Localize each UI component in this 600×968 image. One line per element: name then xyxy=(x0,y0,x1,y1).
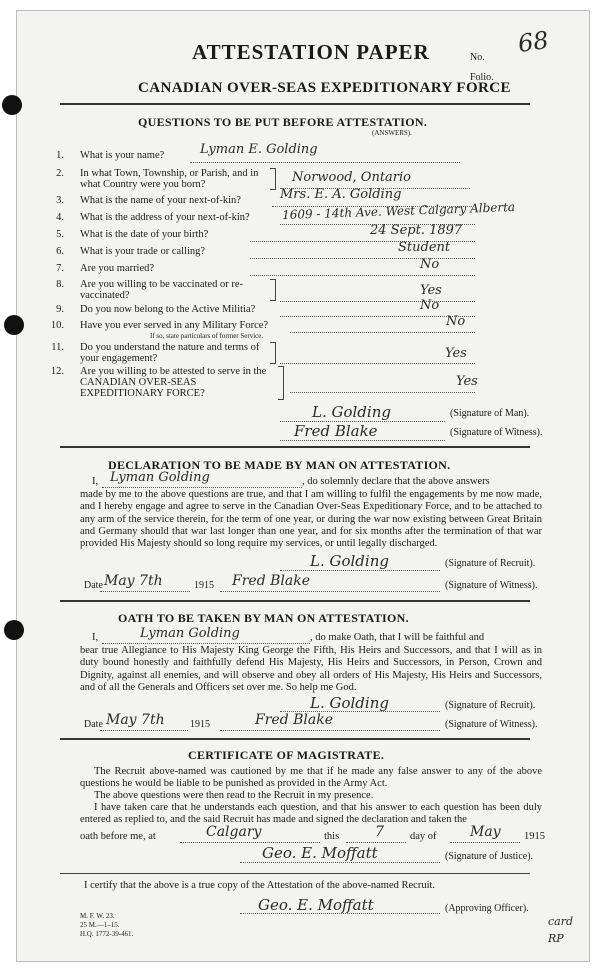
answer-line xyxy=(250,275,475,276)
declaration-line1-tail: , do solemnly declare that the above answers xyxy=(302,476,490,487)
recruit-signature: L. Golding xyxy=(310,694,389,712)
answer-line xyxy=(280,363,475,364)
question-text: Have you ever served in any Military Force? xyxy=(80,320,269,331)
month-line xyxy=(450,842,520,843)
date-year: 1915 xyxy=(194,580,214,591)
section-rule xyxy=(60,446,530,448)
question-number: 10. xyxy=(50,320,64,331)
bracket xyxy=(270,279,276,301)
no-label: No. xyxy=(470,52,485,63)
answer-text: Norwood, Ontario xyxy=(292,170,411,185)
place-line xyxy=(180,842,320,843)
officer-signature: Geo. E. Moffatt xyxy=(258,896,374,914)
answer-text: 1609 - 14th Ave. West Calgary Alberta xyxy=(281,199,516,223)
section-rule xyxy=(60,600,530,602)
answer-text: No xyxy=(420,298,440,313)
answers-label: (ANSWERS). xyxy=(372,129,412,137)
justice-signature: Geo. E. Moffatt xyxy=(262,844,378,862)
name-line xyxy=(102,643,310,644)
oath-i: I, xyxy=(92,632,99,643)
question-number: 5. xyxy=(56,229,64,240)
date-line xyxy=(100,591,190,592)
witness-signature-label: (Signature of Witness). xyxy=(445,580,538,591)
margin-note-initials: RP xyxy=(548,932,564,945)
question-text: In what Town, Township, or Parish, and in what Country were you born? xyxy=(80,168,259,190)
answer-text: Yes xyxy=(445,346,467,361)
signature-line xyxy=(220,730,440,731)
question-text: Do you understand the nature and terms of your engagement? xyxy=(80,342,260,364)
question-text: What is the name of your next-of-kin? xyxy=(80,195,241,206)
question-number: 6. xyxy=(56,246,64,257)
bracket xyxy=(270,168,276,190)
name-line xyxy=(102,487,302,488)
signature-line xyxy=(280,570,440,571)
oath-line1-tail: , do make Oath, that I will be faithful and xyxy=(310,632,485,643)
answer-text: Lyman E. Golding xyxy=(200,142,318,157)
question-note: If so, state particulars of former Service. xyxy=(150,332,264,340)
folio-label: Folio. xyxy=(470,72,494,83)
answer-line xyxy=(250,258,475,259)
page-title: ATTESTATION PAPER xyxy=(192,40,430,64)
bracket xyxy=(270,342,276,364)
oath-before-label: oath before me, at xyxy=(80,831,156,842)
witness-signature: Fred Blake xyxy=(232,573,310,589)
question-text: What is your name? xyxy=(80,150,165,161)
declaration-i: I, xyxy=(92,476,99,487)
certificate-p1: The Recruit above-named was cautioned by me that if he made any false answer to any of the above questions he would be liable to be punished as provided in the Army Act. xyxy=(80,766,542,790)
certificate-p2: The above questions were then read to the Recruit in my presence. xyxy=(94,790,374,801)
punch-hole-middle xyxy=(4,315,24,335)
question-number: 7. xyxy=(56,263,64,274)
signature-line xyxy=(240,913,440,914)
signature-line xyxy=(240,862,440,863)
punch-hole-bottom xyxy=(4,620,24,640)
oath-heading: OATH TO BE TAKEN BY MAN ON ATTESTATION. xyxy=(118,611,409,625)
declaration-name: Lyman Golding xyxy=(110,470,210,485)
declaration-heading: DECLARATION TO BE MADE BY MAN ON ATTESTATION. xyxy=(108,458,451,472)
answer-text: Yes xyxy=(420,283,442,298)
signature-line xyxy=(280,440,445,441)
regimental-number: 68 xyxy=(516,26,551,58)
question-number: 1. xyxy=(56,150,64,161)
oath-text: bear true Allegiance to His Majesty King George the Fifth, His Heirs and Successors, and that I will as in duty bound honestly and faithfully defend His Majesty, His Heirs and Successors, in Person, Crown and Dignity, against all enemies, and will observe and obey all orders of His Majesty, His Heirs and Successors, and of all the Generals and Officers set over me. So help me God. xyxy=(80,645,542,693)
questions-heading: QUESTIONS TO BE PUT BEFORE ATTESTATION. xyxy=(138,115,428,129)
answer-text: No xyxy=(446,314,466,329)
recruit-signature-label: (Signature of Recruit). xyxy=(445,700,536,711)
form-code-1: M. F. W. 23. xyxy=(80,912,115,920)
date-line xyxy=(100,730,188,731)
question-number: 4. xyxy=(56,212,64,223)
answer-line xyxy=(190,162,460,163)
man-signature-label: (Signature of Man). xyxy=(450,408,530,419)
certificate-year: 1915 xyxy=(524,831,545,842)
place-value: Calgary xyxy=(206,824,262,840)
question-text: What is the address of your next-of-kin? xyxy=(80,212,250,223)
force-subtitle: CANADIAN OVER-SEAS EXPEDITIONARY FORCE xyxy=(138,80,511,96)
question-number: 12. xyxy=(50,366,64,377)
day-line xyxy=(346,842,406,843)
section-rule xyxy=(60,873,530,874)
answer-line xyxy=(290,332,475,333)
date-label: Date xyxy=(84,719,103,730)
question-text: Are you married? xyxy=(80,263,155,274)
date-label: Date xyxy=(84,580,103,591)
this-label: this xyxy=(324,831,340,842)
question-text: What is the date of your birth? xyxy=(80,229,209,240)
recruit-signature-label: (Signature of Recruit). xyxy=(445,558,536,569)
question-number: 9. xyxy=(56,304,64,315)
answer-line xyxy=(280,301,475,302)
date-value: May 7th xyxy=(106,712,165,728)
question-text: Are you willing to be attested to serve in the CANADIAN OVER-SEAS EXPEDITIONARY FORCE? xyxy=(80,366,267,399)
header-rule xyxy=(60,103,530,105)
question-text: Are you willing to be vaccinated or re-vaccinated? xyxy=(80,279,243,301)
oath-name: Lyman Golding xyxy=(140,626,240,641)
witness-signature: Fred Blake xyxy=(255,712,333,728)
bracket xyxy=(278,366,284,400)
justice-signature-label: (Signature of Justice). xyxy=(445,851,534,862)
question-number: 3. xyxy=(56,195,64,206)
question-text: What is your trade or calling? xyxy=(80,246,206,257)
month-value: May xyxy=(470,824,501,840)
answer-text: No xyxy=(420,257,440,272)
day-of-label: day of xyxy=(410,831,437,842)
question-number: 8. xyxy=(56,279,64,290)
declaration-text: made by me to the above questions are true, and that I am willing to fulfil the engagements by me now made, and I hereby engage and agree to serve in the Canadian Over-Seas Expeditionary Force, and to be attached to any arm of the service therein, for the term of one year, or during the war now existing between Great Britain and Germany should that war last longer than one year, and for six months after the termination of that war provided His Majesty should so long require my services, or until legally discharged. xyxy=(80,489,542,550)
certify-text: I certify that the above is a true copy of the Attestation of the above-named Recruit. xyxy=(84,880,436,891)
date-value: May 7th xyxy=(104,573,163,589)
certificate-p3: I have taken care that he understands each question, and that his answer to each question has been duly entered as replied to, and the said Recruit has made and signed the declaration and taken the xyxy=(80,802,542,826)
question-number: 2. xyxy=(56,168,64,179)
answer-text: 24 Sept. 1897 xyxy=(370,223,463,238)
certificate-heading: CERTIFICATE OF MAGISTRATE. xyxy=(188,748,385,762)
answer-text: Student xyxy=(398,240,451,255)
signature-line xyxy=(220,591,440,592)
man-signature: L. Golding xyxy=(312,403,391,421)
day-value: 7 xyxy=(375,824,384,840)
form-code-3: H.Q. 1772-39-461. xyxy=(80,930,134,938)
margin-note-card: card xyxy=(548,915,574,928)
question-number: 11. xyxy=(51,342,64,353)
answer-line xyxy=(290,392,475,393)
question-text: Do you now belong to the Active Militia? xyxy=(80,304,256,315)
date-year: 1915 xyxy=(190,719,210,730)
witness-signature: Fred Blake xyxy=(294,422,378,440)
section-rule xyxy=(60,738,530,740)
form-code-2: 25 M.—1–15. xyxy=(80,921,120,929)
answer-text: Mrs. E. A. Golding xyxy=(280,187,402,202)
recruit-signature: L. Golding xyxy=(310,552,389,570)
officer-signature-label: (Approving Officer). xyxy=(445,903,529,914)
punch-hole-top xyxy=(2,95,22,115)
witness-signature-label: (Signature of Witness). xyxy=(450,427,543,438)
answer-text: Yes xyxy=(456,374,478,389)
witness-signature-label: (Signature of Witness). xyxy=(445,719,538,730)
